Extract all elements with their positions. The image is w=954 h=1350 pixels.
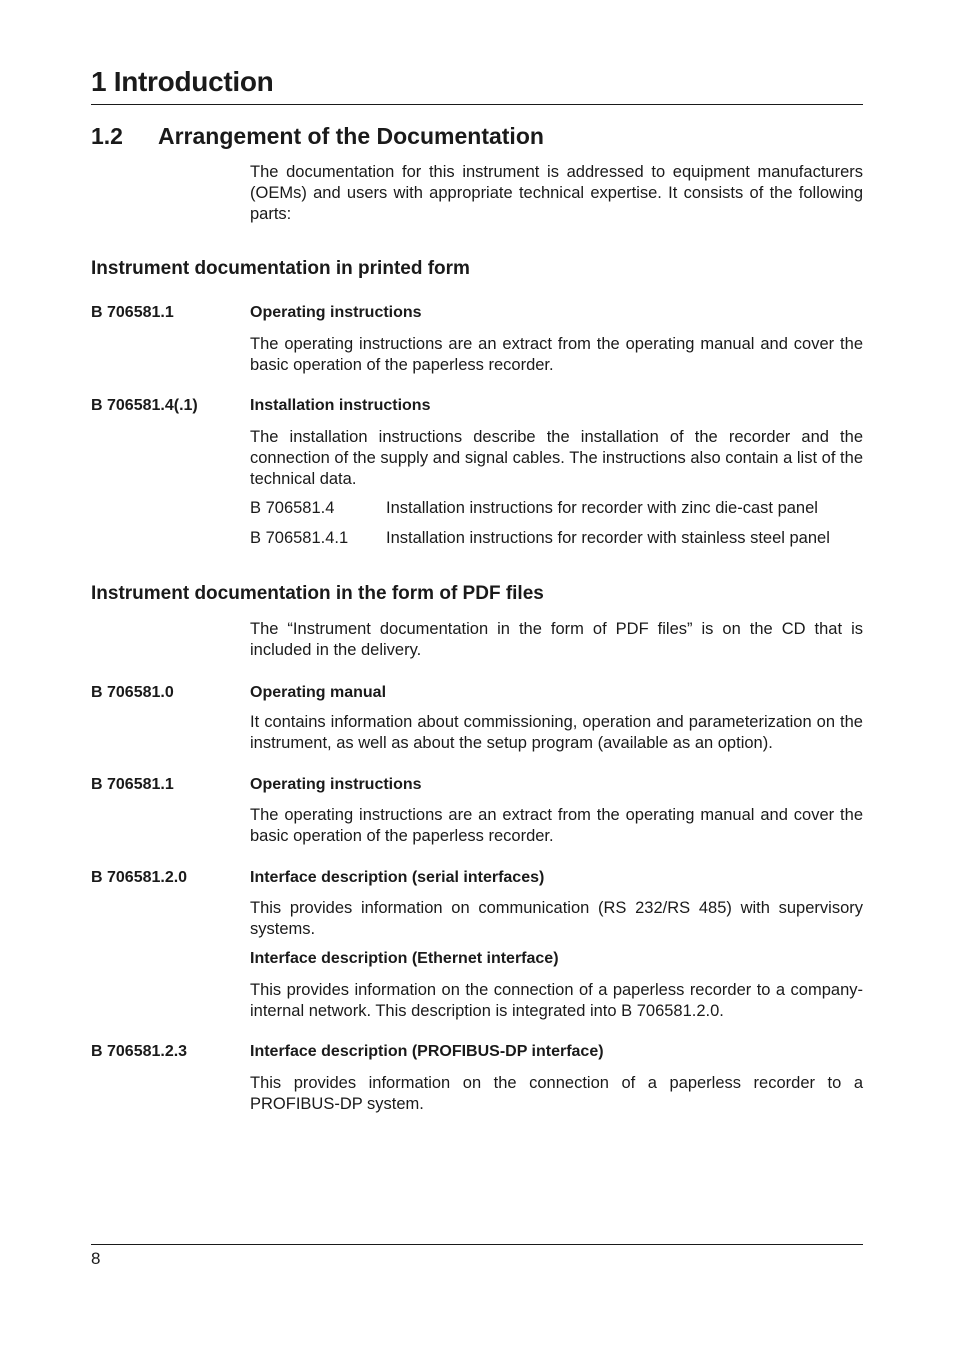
pdf-docs-heading: Instrument documentation in the form of PDF files — [91, 583, 544, 604]
chapter-title: 1 Introduction — [91, 66, 274, 97]
doc-description: The operating instructions are an extract from the operating manual and cover the basic operation of the paperless recorder. — [250, 806, 863, 845]
doc-code: B 706581.2.0 — [91, 869, 188, 886]
sub-doc-description: Installation instructions for recorder with zinc die-cast panel — [386, 499, 818, 517]
doc-description-secondary: This provides information on the connection of a paperless recorder to a company-internal network. This description is integrated into B 706581.2.0. — [250, 981, 863, 1020]
doc-title: Installation instructions — [250, 397, 431, 414]
doc-code: B 706581.4(.1) — [91, 397, 198, 414]
section-number: 1.2 — [91, 123, 123, 149]
doc-code: B 706581.1 — [91, 304, 174, 321]
sub-doc-code: B 706581.4 — [250, 499, 335, 517]
doc-title: Operating instructions — [250, 304, 422, 321]
doc-title: Operating instructions — [250, 776, 422, 793]
pdf-intro: The “Instrument documentation in the form of PDF files” is on the CD that is included in the delivery. — [250, 620, 863, 659]
footer-rule — [91, 1244, 863, 1245]
page-number: 8 — [91, 1249, 101, 1268]
doc-code: B 706581.1 — [91, 776, 174, 793]
doc-description: This provides information on communication (RS 232/RS 485) with supervisory systems. — [250, 899, 863, 938]
doc-description: It contains information about commissioning, operation and parameterization on the instrument, as well as about the setup program (available as an option). — [250, 713, 863, 752]
section-title: Arrangement of the Documentation — [158, 123, 544, 149]
header-rule — [91, 104, 863, 105]
doc-title: Interface description (PROFIBUS-DP interface) — [250, 1043, 604, 1060]
sub-doc-code: B 706581.4.1 — [250, 529, 349, 547]
doc-code: B 706581.0 — [91, 684, 174, 701]
doc-title: Interface description (serial interfaces) — [250, 869, 545, 886]
doc-title: Operating manual — [250, 684, 387, 701]
doc-title-secondary: Interface description (Ethernet interface) — [250, 950, 559, 967]
doc-code: B 706581.2.3 — [91, 1043, 188, 1060]
doc-description: The installation instructions describe the installation of the recorder and the connection of the supply and signal cables. The instructions also contain a list of the technical data. — [250, 428, 863, 488]
section-intro: The documentation for this instrument is addressed to equipment manufacturers (OEMs) and users with appropriate technical expertise. It consists of the following parts: — [250, 163, 863, 223]
doc-description: This provides information on the connection of a paperless recorder to a PROFIBUS-DP system. — [250, 1074, 863, 1113]
doc-description: The operating instructions are an extract from the operating manual and cover the basic operation of the paperless recorder. — [250, 335, 863, 374]
printed-docs-heading: Instrument documentation in printed form — [91, 258, 470, 279]
sub-doc-description: Installation instructions for recorder with stainless steel panel — [386, 529, 830, 547]
